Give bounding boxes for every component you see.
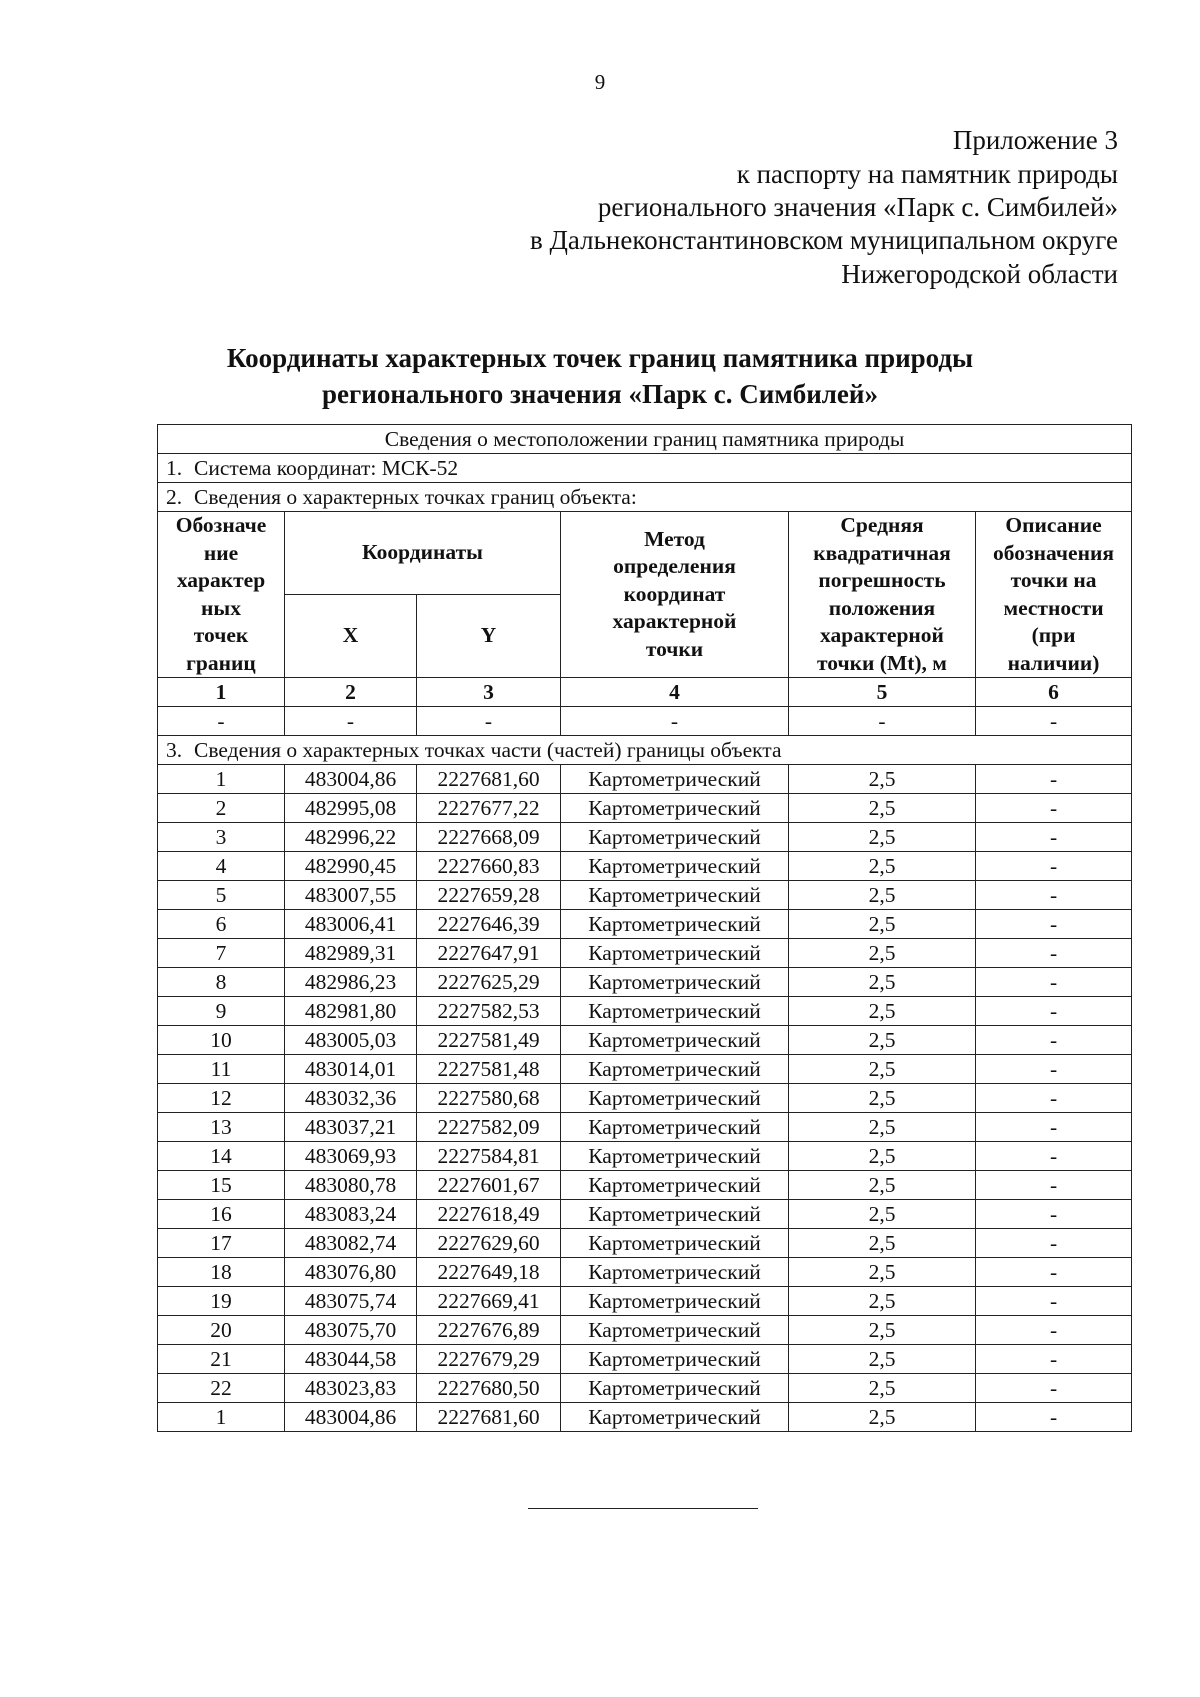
point-number-cell: 1 [158, 765, 285, 794]
section-object-points [158, 483, 1132, 512]
section-number: 2. [166, 485, 183, 509]
method-cell: Картометрический [561, 939, 789, 968]
error-cell: 2,5 [789, 794, 976, 823]
column-number: 1 [158, 678, 285, 707]
section-text: Система координат: МСК-52 [194, 456, 459, 480]
table-row [158, 1316, 1132, 1345]
empty-cell: - [976, 707, 1132, 736]
table-caption: Сведения о местоположении границ памятника природы [158, 425, 1132, 454]
y-coordinate-cell: 2227629,60 [417, 1229, 561, 1258]
y-coordinate-cell: 2227582,09 [417, 1113, 561, 1142]
x-coordinate-cell: 483006,41 [285, 910, 417, 939]
table-row [158, 765, 1132, 794]
method-cell: Картометрический [561, 1374, 789, 1403]
x-coordinate-cell: 483004,86 [285, 765, 417, 794]
error-cell: 2,5 [789, 968, 976, 997]
table-row [158, 939, 1132, 968]
error-cell: 2,5 [789, 1171, 976, 1200]
error-cell: 2,5 [789, 1258, 976, 1287]
error-cell: 2,5 [789, 1142, 976, 1171]
y-coordinate-cell: 2227582,53 [417, 997, 561, 1026]
x-coordinate-cell: 483082,74 [285, 1229, 417, 1258]
x-coordinate-cell: 483032,36 [285, 1084, 417, 1113]
description-cell: - [976, 1287, 1132, 1316]
method-cell: Картометрический [561, 1200, 789, 1229]
document-title-line: регионального значения «Парк с. Симбилей» [322, 379, 878, 409]
error-cell: 2,5 [789, 1287, 976, 1316]
page-number: 9 [594, 70, 606, 94]
method-cell: Картометрический [561, 1171, 789, 1200]
x-coordinate-cell: 483005,03 [285, 1026, 417, 1055]
table-row [158, 1171, 1132, 1200]
header-line: Метод [644, 526, 705, 551]
header-line: квадратичная [813, 540, 951, 565]
x-coordinate-cell: 482986,23 [285, 968, 417, 997]
point-number-cell: 19 [158, 1287, 285, 1316]
error-cell: 2,5 [789, 1113, 976, 1142]
appendix-line: в Дальнеконстантиновском муниципальном округе [529, 225, 1118, 255]
end-divider [528, 1508, 758, 1509]
description-cell: - [976, 997, 1132, 1026]
header-line: местности [1003, 595, 1104, 620]
method-cell: Картометрический [561, 881, 789, 910]
header-line: характерной [820, 623, 944, 647]
header-line: точек [193, 623, 249, 647]
method-cell: Картометрический [561, 1142, 789, 1171]
header-description [976, 512, 1132, 678]
section-part-points [158, 736, 1132, 765]
table-row [158, 1142, 1132, 1171]
point-number-cell: 15 [158, 1171, 285, 1200]
header-line: наличии) [1007, 650, 1100, 675]
y-coordinate-cell: 2227649,18 [417, 1258, 561, 1287]
header-line: характер [176, 568, 266, 592]
y-coordinate-cell: 2227660,83 [417, 852, 561, 881]
appendix-title: Приложение 3 [952, 125, 1118, 155]
table-row [158, 1229, 1132, 1258]
header-line: точки на [1010, 568, 1097, 592]
y-coordinate-cell: 2227601,67 [417, 1171, 561, 1200]
method-cell: Картометрический [561, 1055, 789, 1084]
section-text: Сведения о характерных точках границ объекта: [194, 485, 637, 509]
section-coordinate-system [158, 454, 1132, 483]
description-cell: - [976, 1316, 1132, 1345]
y-coordinate-cell: 2227647,91 [417, 939, 561, 968]
error-cell: 2,5 [789, 997, 976, 1026]
error-cell: 2,5 [789, 881, 976, 910]
method-cell: Картометрический [561, 1403, 789, 1432]
y-coordinate-cell: 2227584,81 [417, 1142, 561, 1171]
description-cell: - [976, 1171, 1132, 1200]
header-line: положения [828, 595, 936, 620]
header-line: точки [645, 636, 704, 661]
y-coordinate-cell: 2227668,09 [417, 823, 561, 852]
description-cell: - [976, 910, 1132, 939]
header-line: границ [186, 650, 256, 675]
description-cell: - [976, 765, 1132, 794]
description-cell: - [976, 939, 1132, 968]
table-row [158, 1084, 1132, 1113]
header-coordinates: Координаты [285, 512, 561, 595]
x-coordinate-cell: 483004,86 [285, 1403, 417, 1432]
point-number-cell: 8 [158, 968, 285, 997]
header-x: X [285, 595, 417, 678]
table-row [158, 1374, 1132, 1403]
error-cell: 2,5 [789, 1084, 976, 1113]
x-coordinate-cell: 483076,80 [285, 1258, 417, 1287]
method-cell: Картометрический [561, 794, 789, 823]
header-line: обозначения [993, 540, 1115, 565]
x-coordinate-cell: 482981,80 [285, 997, 417, 1026]
description-cell: - [976, 1345, 1132, 1374]
y-coordinate-cell: 2227676,89 [417, 1316, 561, 1345]
section-number: 1. [166, 456, 183, 480]
empty-cell: - [285, 707, 417, 736]
description-cell: - [976, 1258, 1132, 1287]
table-row [158, 1026, 1132, 1055]
error-cell: 2,5 [789, 1374, 976, 1403]
error-cell: 2,5 [789, 1229, 976, 1258]
description-cell: - [976, 1113, 1132, 1142]
point-number-cell: 6 [158, 910, 285, 939]
empty-cell: - [789, 707, 976, 736]
method-cell: Картометрический [561, 910, 789, 939]
method-cell: Картометрический [561, 1345, 789, 1374]
x-coordinate-cell: 483023,83 [285, 1374, 417, 1403]
x-coordinate-cell: 483083,24 [285, 1200, 417, 1229]
empty-cell: - [417, 707, 561, 736]
header-line: Средняя [840, 513, 924, 537]
y-coordinate-cell: 2227618,49 [417, 1200, 561, 1229]
y-coordinate-cell: 2227680,50 [417, 1374, 561, 1403]
x-coordinate-cell: 482995,08 [285, 794, 417, 823]
error-cell: 2,5 [789, 1345, 976, 1374]
section-number: 3. [166, 738, 183, 762]
table-row [158, 1055, 1132, 1084]
header-line: определения [613, 554, 736, 579]
table-row [158, 910, 1132, 939]
y-coordinate-cell: 2227581,48 [417, 1055, 561, 1084]
point-number-cell: 17 [158, 1229, 285, 1258]
header-line: погрешность [818, 568, 946, 592]
description-cell: - [976, 1229, 1132, 1258]
table-row [158, 968, 1132, 997]
description-cell: - [976, 823, 1132, 852]
error-cell: 2,5 [789, 1200, 976, 1229]
column-number: 5 [789, 678, 976, 707]
x-coordinate-cell: 483044,58 [285, 1345, 417, 1374]
point-number-cell: 18 [158, 1258, 285, 1287]
x-coordinate-cell: 483075,70 [285, 1316, 417, 1345]
error-cell: 2,5 [789, 1403, 976, 1432]
y-coordinate-cell: 2227581,49 [417, 1026, 561, 1055]
appendix-line: Нижегородской области [841, 259, 1118, 289]
coordinates-table [157, 424, 1132, 1432]
description-cell: - [976, 1055, 1132, 1084]
empty-cell: - [158, 707, 285, 736]
x-coordinate-cell: 483007,55 [285, 881, 417, 910]
method-cell: Картометрический [561, 1316, 789, 1345]
table-row [158, 794, 1132, 823]
section-text: Сведения о характерных точках части (частей) границы объекта [194, 738, 782, 762]
error-cell: 2,5 [789, 823, 976, 852]
error-cell: 2,5 [789, 939, 976, 968]
point-number-cell: 3 [158, 823, 285, 852]
method-cell: Картометрический [561, 823, 789, 852]
description-cell: - [976, 968, 1132, 997]
header-method [561, 512, 789, 678]
description-cell: - [976, 1374, 1132, 1403]
x-coordinate-cell: 483075,74 [285, 1287, 417, 1316]
table-row [158, 881, 1132, 910]
error-cell: 2,5 [789, 910, 976, 939]
column-number: 6 [976, 678, 1132, 707]
method-cell: Картометрический [561, 968, 789, 997]
x-coordinate-cell: 482990,45 [285, 852, 417, 881]
description-cell: - [976, 1142, 1132, 1171]
empty-cell: - [561, 707, 789, 736]
document-title [0, 340, 1200, 412]
point-number-cell: 16 [158, 1200, 285, 1229]
point-number-cell: 4 [158, 852, 285, 881]
header-line: координат [623, 581, 726, 606]
point-number-cell: 9 [158, 997, 285, 1026]
point-number-cell: 13 [158, 1113, 285, 1142]
header-line: Обозначе [175, 513, 267, 537]
appendix-header [530, 124, 1118, 291]
error-cell: 2,5 [789, 765, 976, 794]
y-coordinate-cell: 2227625,29 [417, 968, 561, 997]
table-row [158, 1403, 1132, 1432]
y-coordinate-cell: 2227681,60 [417, 765, 561, 794]
table-row [158, 1113, 1132, 1142]
header-line: точки (Mt), м [817, 650, 947, 675]
description-cell: - [976, 1084, 1132, 1113]
point-number-cell: 14 [158, 1142, 285, 1171]
error-cell: 2,5 [789, 1026, 976, 1055]
y-coordinate-cell: 2227580,68 [417, 1084, 561, 1113]
point-number-cell: 20 [158, 1316, 285, 1345]
error-cell: 2,5 [789, 1055, 976, 1084]
table-row [158, 1258, 1132, 1287]
x-coordinate-cell: 482989,31 [285, 939, 417, 968]
point-number-cell: 2 [158, 794, 285, 823]
y-coordinate-cell: 2227681,60 [417, 1403, 561, 1432]
description-cell: - [976, 1403, 1132, 1432]
error-cell: 2,5 [789, 1316, 976, 1345]
method-cell: Картометрический [561, 852, 789, 881]
method-cell: Картометрический [561, 1084, 789, 1113]
description-cell: - [976, 852, 1132, 881]
header-line: (при [1031, 623, 1076, 647]
x-coordinate-cell: 483014,01 [285, 1055, 417, 1084]
description-cell: - [976, 881, 1132, 910]
y-coordinate-cell: 2227669,41 [417, 1287, 561, 1316]
table-row [158, 1287, 1132, 1316]
appendix-line: к паспорту на памятник природы [736, 159, 1118, 189]
description-cell: - [976, 1026, 1132, 1055]
column-number: 4 [561, 678, 789, 707]
table-row [158, 852, 1132, 881]
method-cell: Картометрический [561, 1229, 789, 1258]
table-row [158, 997, 1132, 1026]
description-cell: - [976, 794, 1132, 823]
table-row [158, 1345, 1132, 1374]
table-row [158, 1200, 1132, 1229]
point-number-cell: 7 [158, 939, 285, 968]
point-number-cell: 21 [158, 1345, 285, 1374]
y-coordinate-cell: 2227677,22 [417, 794, 561, 823]
method-cell: Картометрический [561, 1287, 789, 1316]
y-coordinate-cell: 2227646,39 [417, 910, 561, 939]
method-cell: Картометрический [561, 997, 789, 1026]
point-number-cell: 10 [158, 1026, 285, 1055]
header-line: характерной [612, 609, 737, 634]
x-coordinate-cell: 483037,21 [285, 1113, 417, 1142]
x-coordinate-cell: 482996,22 [285, 823, 417, 852]
x-coordinate-cell: 483080,78 [285, 1171, 417, 1200]
column-number: 2 [285, 678, 417, 707]
point-number-cell: 12 [158, 1084, 285, 1113]
column-number: 3 [417, 678, 561, 707]
point-number-cell: 11 [158, 1055, 285, 1084]
description-cell: - [976, 1200, 1132, 1229]
header-line: ных [201, 595, 241, 620]
y-coordinate-cell: 2227679,29 [417, 1345, 561, 1374]
point-number-cell: 1 [158, 1403, 285, 1432]
method-cell: Картометрический [561, 1258, 789, 1287]
x-coordinate-cell: 483069,93 [285, 1142, 417, 1171]
point-number-cell: 22 [158, 1374, 285, 1403]
header-point-designation [158, 512, 285, 678]
header-y: Y [417, 595, 561, 678]
header-line: ние [203, 540, 239, 565]
method-cell: Картометрический [561, 765, 789, 794]
method-cell: Картометрический [561, 1113, 789, 1142]
point-number-cell: 5 [158, 881, 285, 910]
header-mean-square-error [789, 512, 976, 678]
header-line: Описание [1005, 513, 1102, 537]
table-row [158, 823, 1132, 852]
y-coordinate-cell: 2227659,28 [417, 881, 561, 910]
method-cell: Картометрический [561, 1026, 789, 1055]
error-cell: 2,5 [789, 852, 976, 881]
appendix-line: регионального значения «Парк с. Симбилей» [597, 192, 1118, 222]
document-title-line: Координаты характерных точек границ памятника природы [226, 343, 974, 373]
